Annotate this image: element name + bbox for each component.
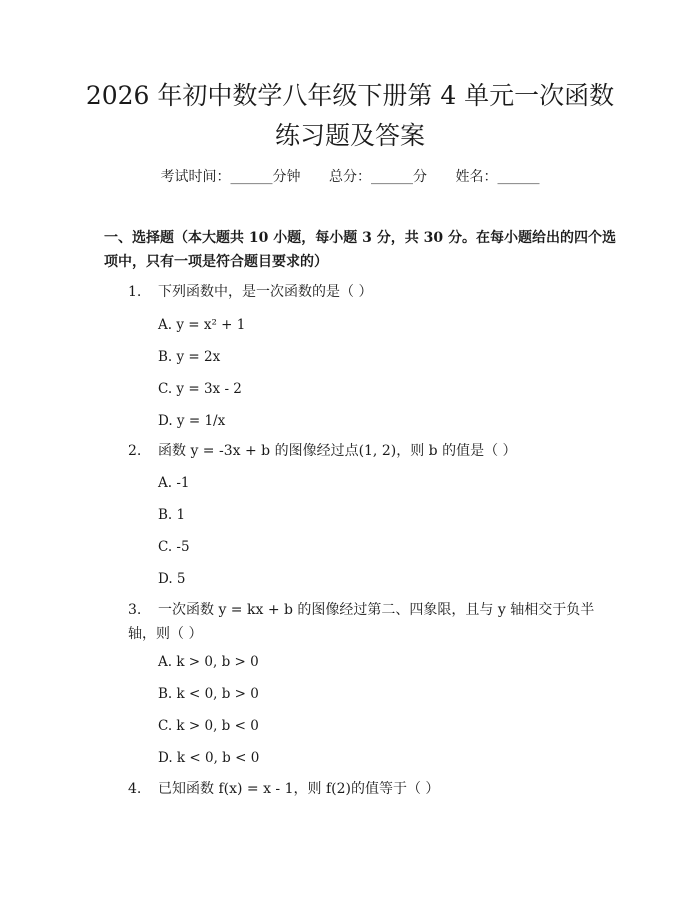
- section-header: 一、选择题（本大题共 10 小题，每小题 3 分，共 30 分。在每小题给出的四个选项中，只有一项是符合题目要求的）: [104, 230, 616, 270]
- exam-name-field: 姓名：______: [455, 169, 540, 185]
- question-number: 3.: [128, 602, 142, 618]
- question-number: 1.: [128, 284, 142, 300]
- option-a: A. y = x² + 1: [158, 317, 246, 333]
- question-3: [128, 598, 618, 646]
- exam-info: [0, 167, 700, 187]
- option-b: B. y = 2x: [158, 349, 221, 365]
- option-b: B. 1: [158, 507, 186, 523]
- option-d: D. 5: [158, 571, 186, 587]
- question-stem: 一次函数 y = kx + b 的图像经过第二、四象限，且与 y 轴相交于负半轴，则（ ）: [128, 602, 595, 642]
- document-title: 2026 年初中数学八年级下册第 4 单元一次函数练习题及答案: [85, 81, 615, 150]
- option-a: A. -1: [158, 475, 190, 491]
- option-c: C. -5: [158, 539, 190, 555]
- question-stem: 函数 y = -3x + b 的图像经过点(1, 2)，则 b 的值是（ ）: [158, 443, 517, 459]
- question-stem: 已知函数 f(x) = x - 1，则 f(2)的值等于（ ）: [158, 781, 440, 797]
- exam-score-field: 总分：______分: [329, 169, 427, 185]
- option-c: C. y = 3x - 2: [158, 381, 242, 397]
- option-a: A. k > 0, b > 0: [158, 654, 259, 670]
- question-2: [128, 439, 618, 463]
- exam-time-field: 考试时间：______分钟: [160, 169, 301, 185]
- question-stem: 下列函数中，是一次函数的是（ ）: [158, 284, 373, 300]
- option-b: B. k < 0, b > 0: [158, 686, 259, 702]
- option-d: D. y = 1/x: [158, 413, 226, 429]
- question-4: [128, 777, 618, 801]
- option-c: C. k > 0, b < 0: [158, 718, 259, 734]
- question-number: 4.: [128, 781, 142, 797]
- option-d: D. k < 0, b < 0: [158, 750, 260, 766]
- question-number: 2.: [128, 443, 142, 459]
- question-1: [128, 280, 618, 304]
